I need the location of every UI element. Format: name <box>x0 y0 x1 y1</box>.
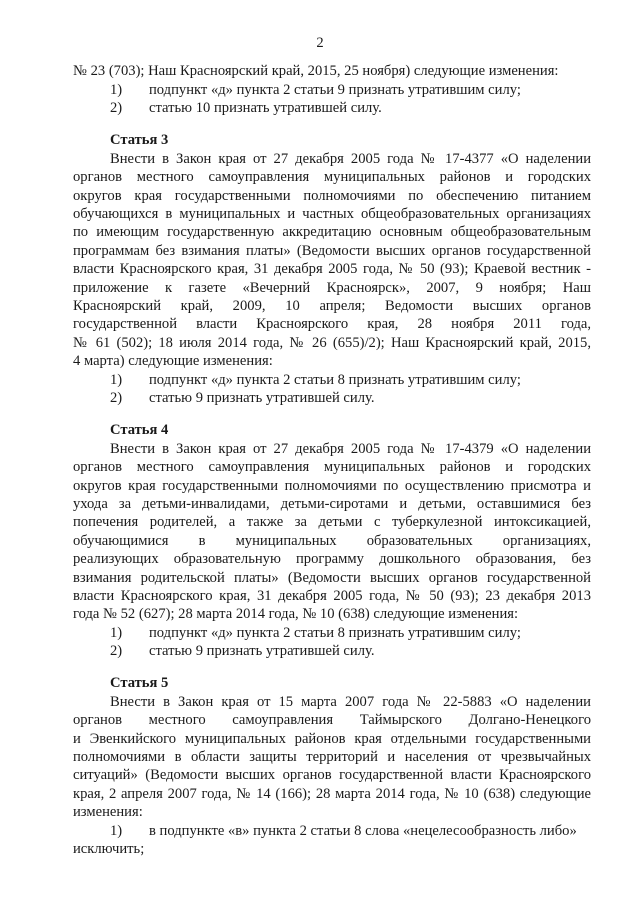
article-3-line: обучающихся в муниципальных и частных общеобразовательных организациях <box>73 206 591 222</box>
article-5-line: края, 2 апреля 2007 года, № 14 (166); 28 марта 2014 года, № 10 (638) следующие <box>73 786 591 802</box>
article-3-line: округов края государственными полномочиями по обеспечению питанием <box>73 188 591 204</box>
article-3-line: Внести в Закон края от 27 декабря 2005 года № 17-4377 «О наделении <box>110 151 591 167</box>
article-3-line: программам без взимания платы» (Ведомости высших органов государственной <box>73 243 591 259</box>
page-number: 2 <box>316 35 324 51</box>
item-number: 1) <box>110 625 123 641</box>
item-text: статью 10 признать утратившей силу. <box>149 100 382 116</box>
article-5-line: ситуаций» (Ведомости высших органов государственной власти Красноярского <box>73 767 591 783</box>
article-4-line: попечения родителей, а также за детьми с туберкулезной интоксикацией, <box>73 514 591 530</box>
article-4-heading: Статья 4 <box>110 422 169 438</box>
article-3-item <box>110 371 591 389</box>
article-3-line: государственной власти Красноярского края, 28 ноября 2011 года, <box>73 316 591 332</box>
item-text: подпункт «д» пункта 2 статьи 9 признать утратившим силу; <box>149 82 521 98</box>
article-5-line: и Эвенкийского муниципальных районов края отдельными государственными <box>73 731 591 747</box>
item-number: 1) <box>110 82 123 98</box>
article-4-line: взимания родительской платы» (Ведомости высших органов государственной <box>73 570 591 586</box>
article-5-item <box>110 822 591 840</box>
intro-line: № 23 (703); Наш Красноярский край, 2015, 25 ноября) следующие изменения: <box>73 63 559 79</box>
article-3-item <box>110 389 591 407</box>
item-text: статью 9 признать утратившей силу. <box>149 643 375 659</box>
article-5-line: Внести в Закон края от 15 марта 2007 года № 22-5883 «О наделении <box>110 694 591 710</box>
article-3-line: власти Красноярского края, 31 декабря 2005 года, № 50 (93); Краевой вестник - <box>73 261 591 277</box>
item-text: подпункт «д» пункта 2 статьи 8 признать утратившим силу; <box>149 625 521 641</box>
article-3-line: № 61 (502); 18 июля 2014 года, № 26 (655)/2); Наш Красноярский край, 2015, <box>73 335 591 351</box>
article-5-line: органов местного самоуправления Таймырского Долгано-Ненецкого <box>73 712 591 728</box>
article-4-line: Внести в Закон края от 27 декабря 2005 года № 17-4379 «О наделении <box>110 441 591 457</box>
intro-item <box>110 81 591 99</box>
item-text: подпункт «д» пункта 2 статьи 8 признать утратившим силу; <box>149 372 521 388</box>
item-number: 2) <box>110 390 123 406</box>
article-4-line: органов местного самоуправления муниципальных районов и городских <box>73 459 591 475</box>
article-4-line: округов края государственными полномочиями по осуществлению присмотра и <box>73 478 591 494</box>
item-text: статью 9 признать утратившей силу. <box>149 390 375 406</box>
article-4-item <box>110 624 591 642</box>
article-5-line: изменения: <box>73 804 143 820</box>
article-4-line: года № 52 (627); 28 марта 2014 года, № 10 (638) следующие изменения: <box>73 606 519 622</box>
article-3-line: органов местного самоуправления муниципальных районов и городских <box>73 169 591 185</box>
article-3-heading: Статья 3 <box>110 132 169 148</box>
item-number: 1) <box>110 823 123 839</box>
article-3-line: Красноярский край, 2009, 10 апреля; Ведомости высших органов <box>73 298 591 314</box>
article-3-line: приложение к газете «Вечерний Красноярск», 2007, 9 ноября; Наш <box>73 280 591 296</box>
item-number: 2) <box>110 100 123 116</box>
article-5-tail: исключить; <box>73 841 145 857</box>
article-5-line: полномочиями в области защиты территорий и населения от чрезвычайных <box>73 749 591 765</box>
intro-item <box>110 99 591 117</box>
article-4-line: власти Красноярского края, 31 декабря 2005 года, № 50 (93); 23 декабря 2013 <box>73 588 591 604</box>
article-4-line: реализующих образовательную программу дошкольного образования, без <box>73 551 591 567</box>
article-3-line: 4 марта) следующие изменения: <box>73 353 273 369</box>
article-4-line: обучающимися в муниципальных образовательных организациях, <box>73 533 591 549</box>
article-4-item <box>110 642 591 660</box>
article-4-line: ухода за детьми-инвалидами, детьми-сиротами и детьми, оставшимися без <box>73 496 591 512</box>
item-number: 2) <box>110 643 123 659</box>
article-5-heading: Статья 5 <box>110 675 169 691</box>
item-number: 1) <box>110 372 123 388</box>
item-text: в подпункте «в» пункта 2 статьи 8 слова «нецелесообразность либо» <box>149 823 577 839</box>
article-3-line: по имеющим государственную аккредитацию основным общеобразовательным <box>73 224 591 240</box>
